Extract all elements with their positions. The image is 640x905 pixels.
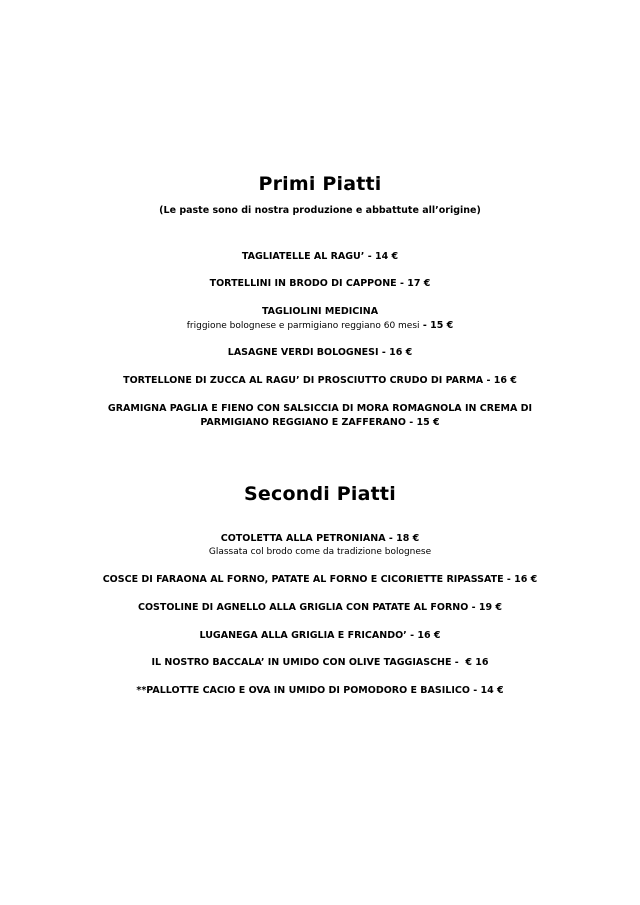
dish-name: TAGLIOLINI MEDICINA xyxy=(261,306,379,317)
primi-item-1: TAGLIATELLE AL RAGU’ - 14 € xyxy=(241,251,399,262)
dish-name: COSTOLINE DI AGNELLO ALLA GRIGLIA CON PATATE AL FORNO xyxy=(137,602,469,613)
secondi-item-6: **PALLOTTE CACIO E OVA IN UMIDO DI POMODORO E BASILICO - 14 € xyxy=(136,685,504,696)
secondi-section xyxy=(0,482,640,506)
primi-subtitle: (Le paste sono di nostra produzione e abbattute all’origine) xyxy=(159,205,481,216)
secondi-item-1: COTOLETTA ALLA PETRONIANA - 18 € Glassata col brodo come da tradizione bolognese xyxy=(0,532,640,559)
dish-price: 16 € xyxy=(389,347,413,358)
dish-price: 18 € xyxy=(396,533,420,544)
dish-name: LASAGNE VERDI BOLOGNESI xyxy=(227,347,379,358)
dish-name: TORTELLINI IN BRODO DI CAPPONE xyxy=(209,278,397,289)
dish-description: Glassata col brodo come da tradizione bolognese xyxy=(208,547,432,557)
primi-item-6: GRAMIGNA PAGLIA E FIENO CON SALSICCIA DI MORA ROMAGNOLA IN CREMA DI PARMIGIANO REGGIANO E ZAFFERANO - 15 € xyxy=(0,402,640,430)
dish-name: TORTELLONE DI ZUCCA AL RAGU’ DI PROSCIUTTO CRUDO DI PARMA xyxy=(123,375,484,386)
secondi-title: Secondi Piatti xyxy=(244,483,396,505)
dish-name: IL NOSTRO BACCALA’ IN UMIDO CON OLIVE TAGGIASCHE xyxy=(151,657,452,668)
dish-name: **PALLOTTE CACIO E OVA IN UMIDO DI POMODORO E BASILICO xyxy=(136,685,470,696)
dish-name: COTOLETTA ALLA PETRONIANA xyxy=(220,533,386,544)
dish-price: € 16 xyxy=(465,657,489,668)
dish-name: LUGANEGA ALLA GRIGLIA E FRICANDO’ xyxy=(199,630,407,641)
dish-price: 15 € xyxy=(416,417,440,428)
secondi-item-3: COSTOLINE DI AGNELLO ALLA GRIGLIA CON PATATE AL FORNO - 19 € xyxy=(137,602,503,613)
primi-item-3: TAGLIOLINI MEDICINA friggione bolognese e parmigiano reggiano 60 mesi - 15 € xyxy=(0,305,640,333)
secondi-item-5: IL NOSTRO BACCALA’ IN UMIDO CON OLIVE TAGGIASCHE - € 16 xyxy=(151,657,489,668)
dish-name-line1: GRAMIGNA PAGLIA E FIENO CON SALSICCIA DI MORA ROMAGNOLA IN CREMA DI xyxy=(107,403,533,414)
dish-name-line2: PARMIGIANO REGGIANO E ZAFFERANO xyxy=(200,417,406,428)
dish-price: 17 € xyxy=(407,278,431,289)
primi-item-2: TORTELLINI IN BRODO DI CAPPONE - 17 € xyxy=(209,278,431,289)
dish-price: 14 € xyxy=(480,685,504,696)
secondi-item-4: LUGANEGA ALLA GRIGLIA E FRICANDO’ - 16 € xyxy=(199,630,441,641)
primi-item-5: TORTELLONE DI ZUCCA AL RAGU’ DI PROSCIUTTO CRUDO DI PARMA - 16 € xyxy=(123,375,517,386)
dish-price: 16 € xyxy=(514,574,538,585)
dish-name: TAGLIATELLE AL RAGU’ xyxy=(241,251,365,262)
primi-title: Primi Piatti xyxy=(258,173,382,195)
primi-section xyxy=(0,172,640,217)
dish-price: 16 € xyxy=(493,375,517,386)
dish-name: COSCE DI FARAONA AL FORNO, PATATE AL FORNO E CICORIETTE RIPASSATE xyxy=(102,574,504,585)
dish-price: 15 € xyxy=(430,320,454,331)
dish-price: 16 € xyxy=(417,630,441,641)
secondi-item-2: COSCE DI FARAONA AL FORNO, PATATE AL FORNO E CICORIETTE RIPASSATE - 16 € xyxy=(102,574,538,585)
dish-description: friggione bolognese e parmigiano reggiano 60 mesi xyxy=(186,321,420,331)
primi-item-4: LASAGNE VERDI BOLOGNESI - 16 € xyxy=(227,347,413,358)
dish-price: 19 € xyxy=(478,602,503,613)
dish-price: 14 € xyxy=(374,251,399,262)
